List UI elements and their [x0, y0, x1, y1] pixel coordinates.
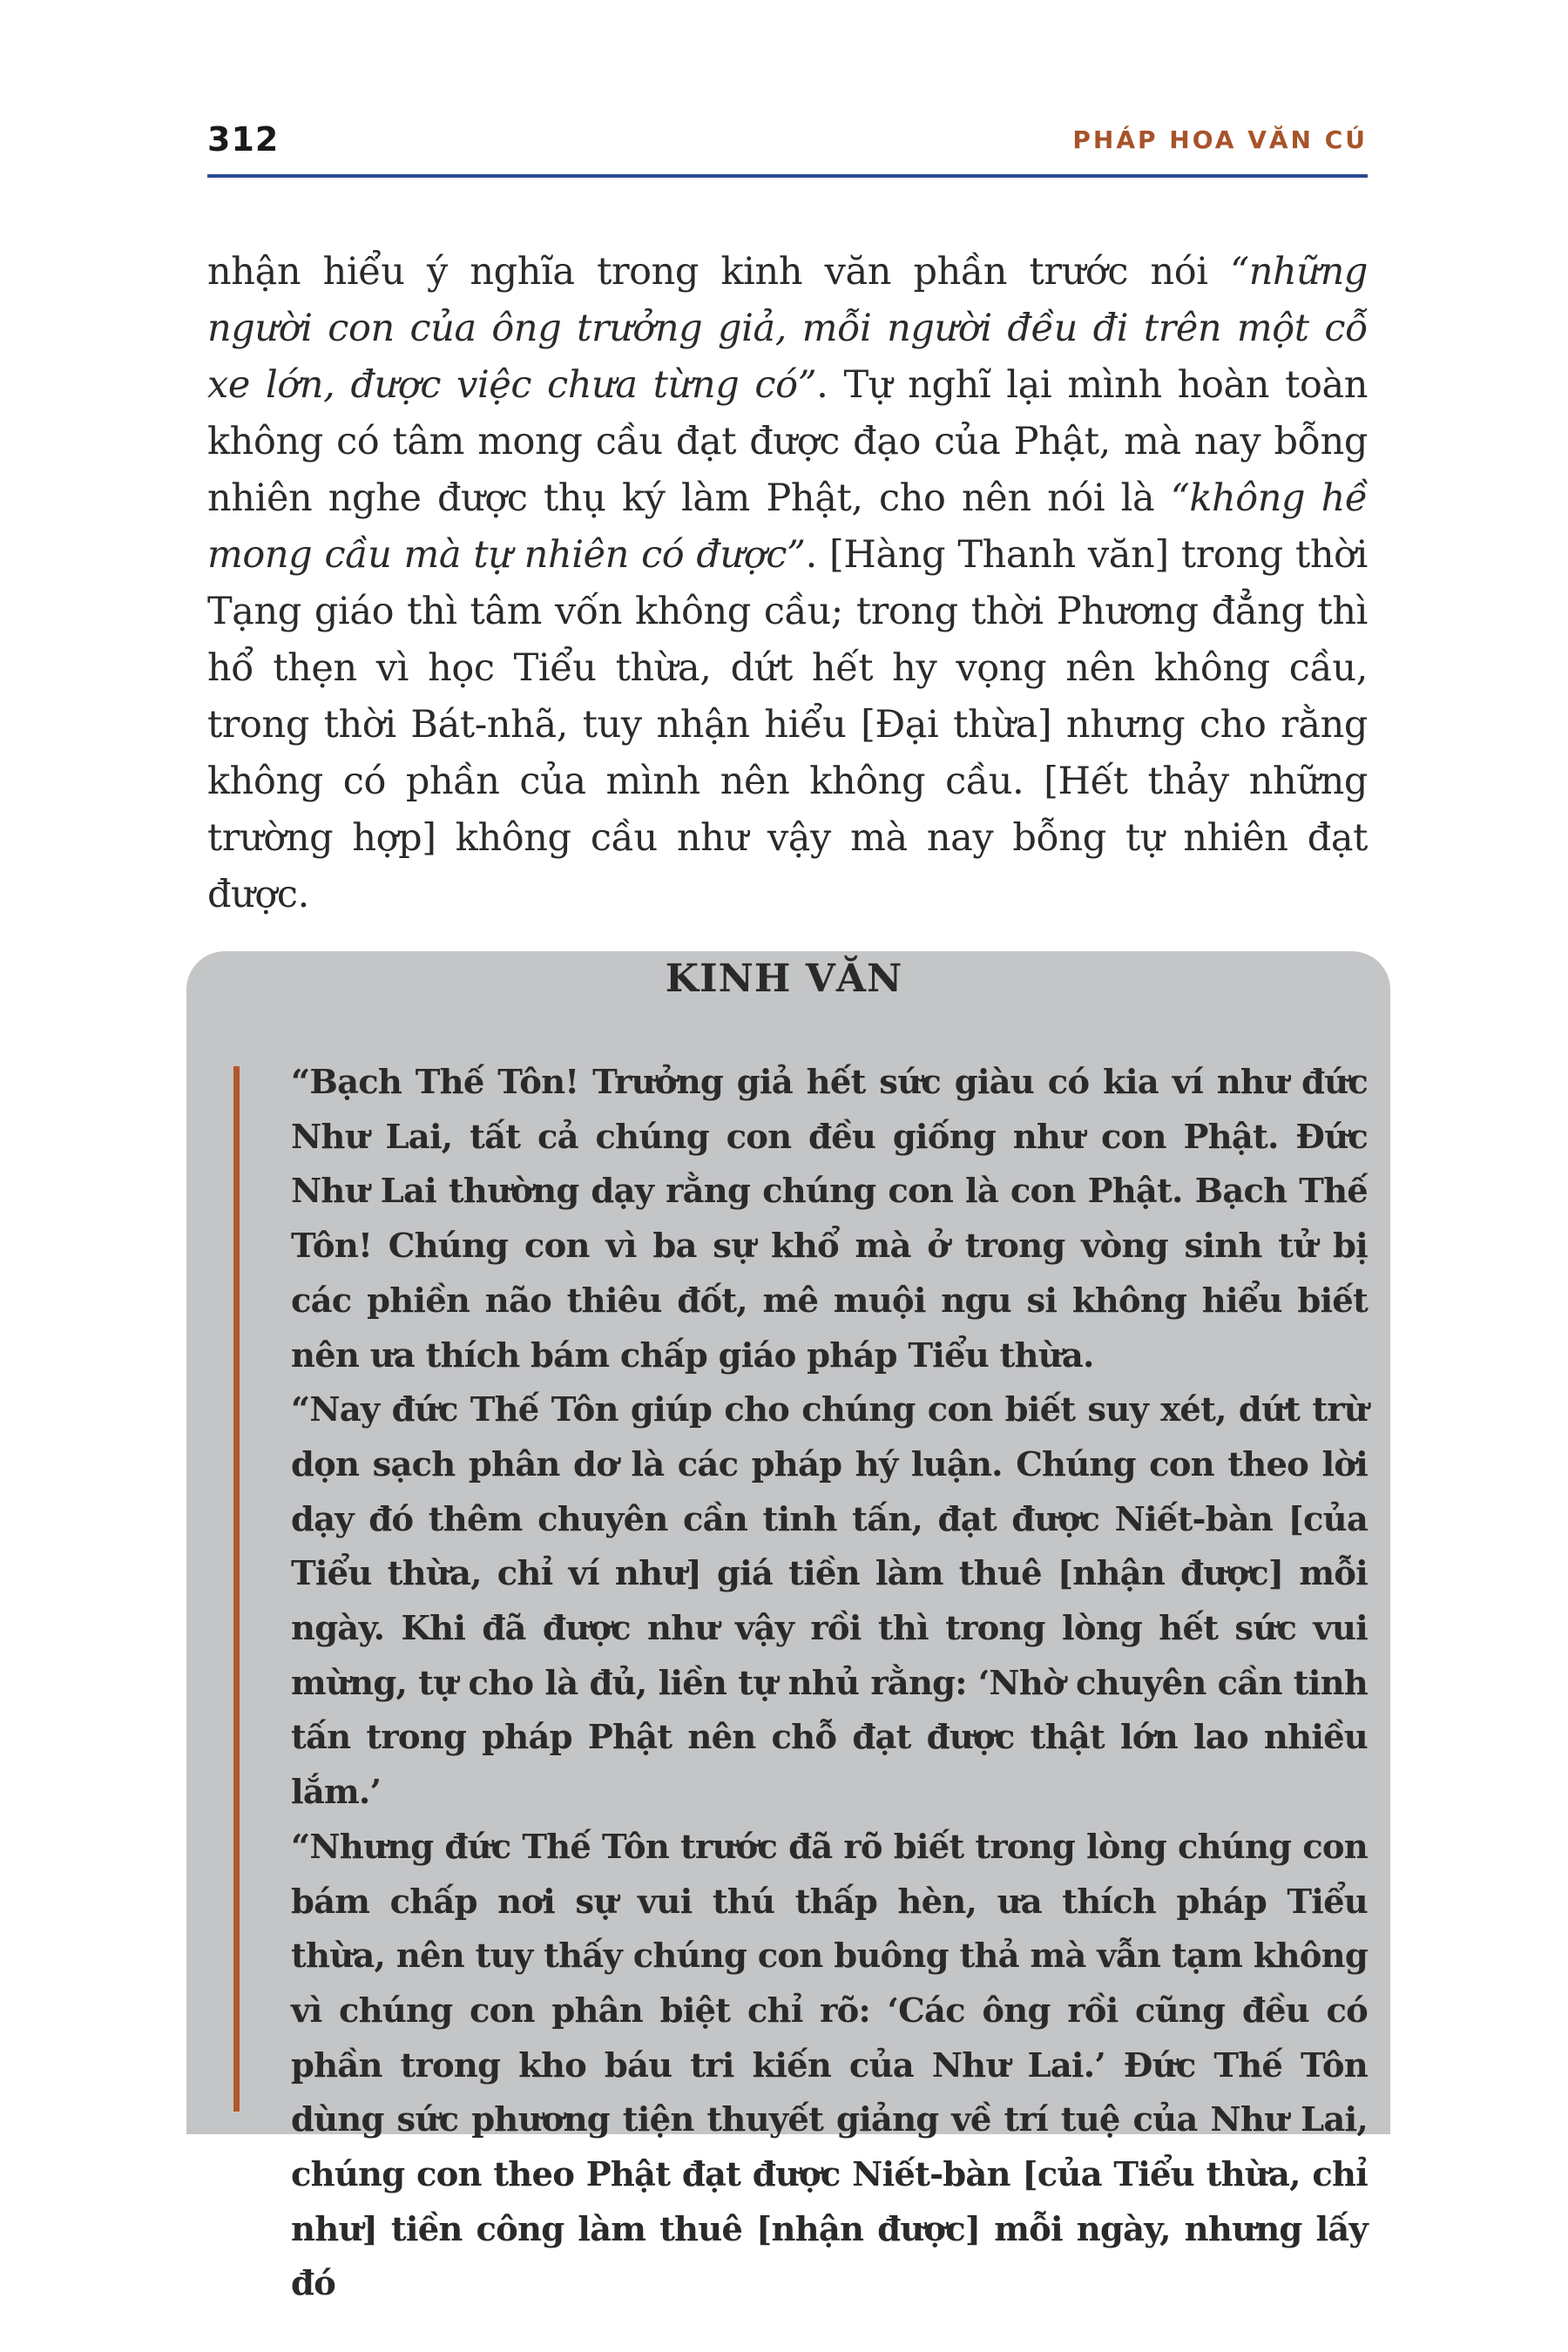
commentary-paragraph [207, 244, 1368, 923]
commentary-run: . Tự nghĩ lại mình hoàn toàn không có tâm mong cầu đạt được đạo của Phật, mà nay bỗng nhiên nghe được thụ ký làm Phật, cho nên nói là [207, 363, 1368, 520]
commentary-quote: “những người con của ông trưởng giả, mỗi người đều đi trên một cỗ xe lớn, được việc chưa từng có” [207, 250, 1368, 407]
scripture-heading: KINH VĂN [665, 956, 903, 1001]
scripture-text [291, 1056, 1368, 2312]
scripture-paragraph: “Nay đức Thế Tôn giúp cho chúng con biết suy xét, dứt trừ dọn sạch phân dơ là các pháp hý luận. Chúng con theo lời dạy đó thêm chuyên cần tinh tấn, đạt được Niết-bàn [của Tiểu thừa, chỉ ví như] giá tiền làm thuê [nhận được] mỗi ngày. Khi đã được như vậy rồi thì trong lòng hết sức vui mừng, tự cho là đủ, liền tự nhủ rằng: ‘Nhờ chuyên cần tinh tấn trong pháp Phật nên chỗ đạt được thật lớn lao nhiều lắm.’ [291, 1390, 1368, 1813]
commentary-quote: “không hề mong cầu mà tự nhiên có được” [207, 476, 1368, 577]
page-header [207, 120, 1368, 178]
scripture-paragraph: “Nhưng đức Thế Tôn trước đã rõ biết trong lòng chúng con bám chấp nơi sự vui thú thấp hèn, ưa thích pháp Tiểu thừa, nên tuy thấy chúng con buông thả mà vẫn tạm không vì chúng con phân biệt chỉ rõ: ‘Các ông rồi cũng đều có phần trong kho báu tri kiến của Như Lai.’ Đức Thế Tôn dùng sức phương tiện thuyết giảng về trí tuệ của Như Lai, chúng con theo Phật đạt được Niết-bàn [của Tiểu thừa, chỉ như] tiền công làm thuê [nhận được] mỗi ngày, nhưng lấy đó [291, 1827, 1368, 2304]
running-title: PHÁP HOA VĂN CÚ [1072, 125, 1368, 154]
commentary-run: . [Hàng Thanh văn] trong thời Tạng giáo thì tâm vốn không cầu; trong thời Phương đẳng thì hổ thẹn vì học Tiểu thừa, dứt hết hy vọng nên không cầu, trong thời Bát-nhã, tuy nhận hiểu [Đại thừa] nhưng cho rằng không có phần của mình nên không cầu. [Hết thảy những trường hợp] không cầu như vậy mà nay bỗng tự nhiên đạt được. [207, 533, 1368, 916]
scripture-paragraph: “Bạch Thế Tôn! Trưởng giả hết sức giàu có kia ví như đức Như Lai, tất cả chúng con đều giống như con Phật. Đức Như Lai thường dạy rằng chúng con là con Phật. Bạch Thế Tôn! Chúng con vì ba sự khổ mà ở trong vòng sinh tử bị các phiền não thiêu đốt, mê muội ngu si không hiểu biết nên ưa thích bám chấp giáo pháp Tiểu thừa. [291, 1063, 1368, 1375]
quote-bar [233, 1066, 240, 2112]
commentary-run: nhận hiểu ý nghĩa trong kinh văn phần trước nói [207, 250, 1231, 294]
page-number: 312 [207, 120, 280, 159]
